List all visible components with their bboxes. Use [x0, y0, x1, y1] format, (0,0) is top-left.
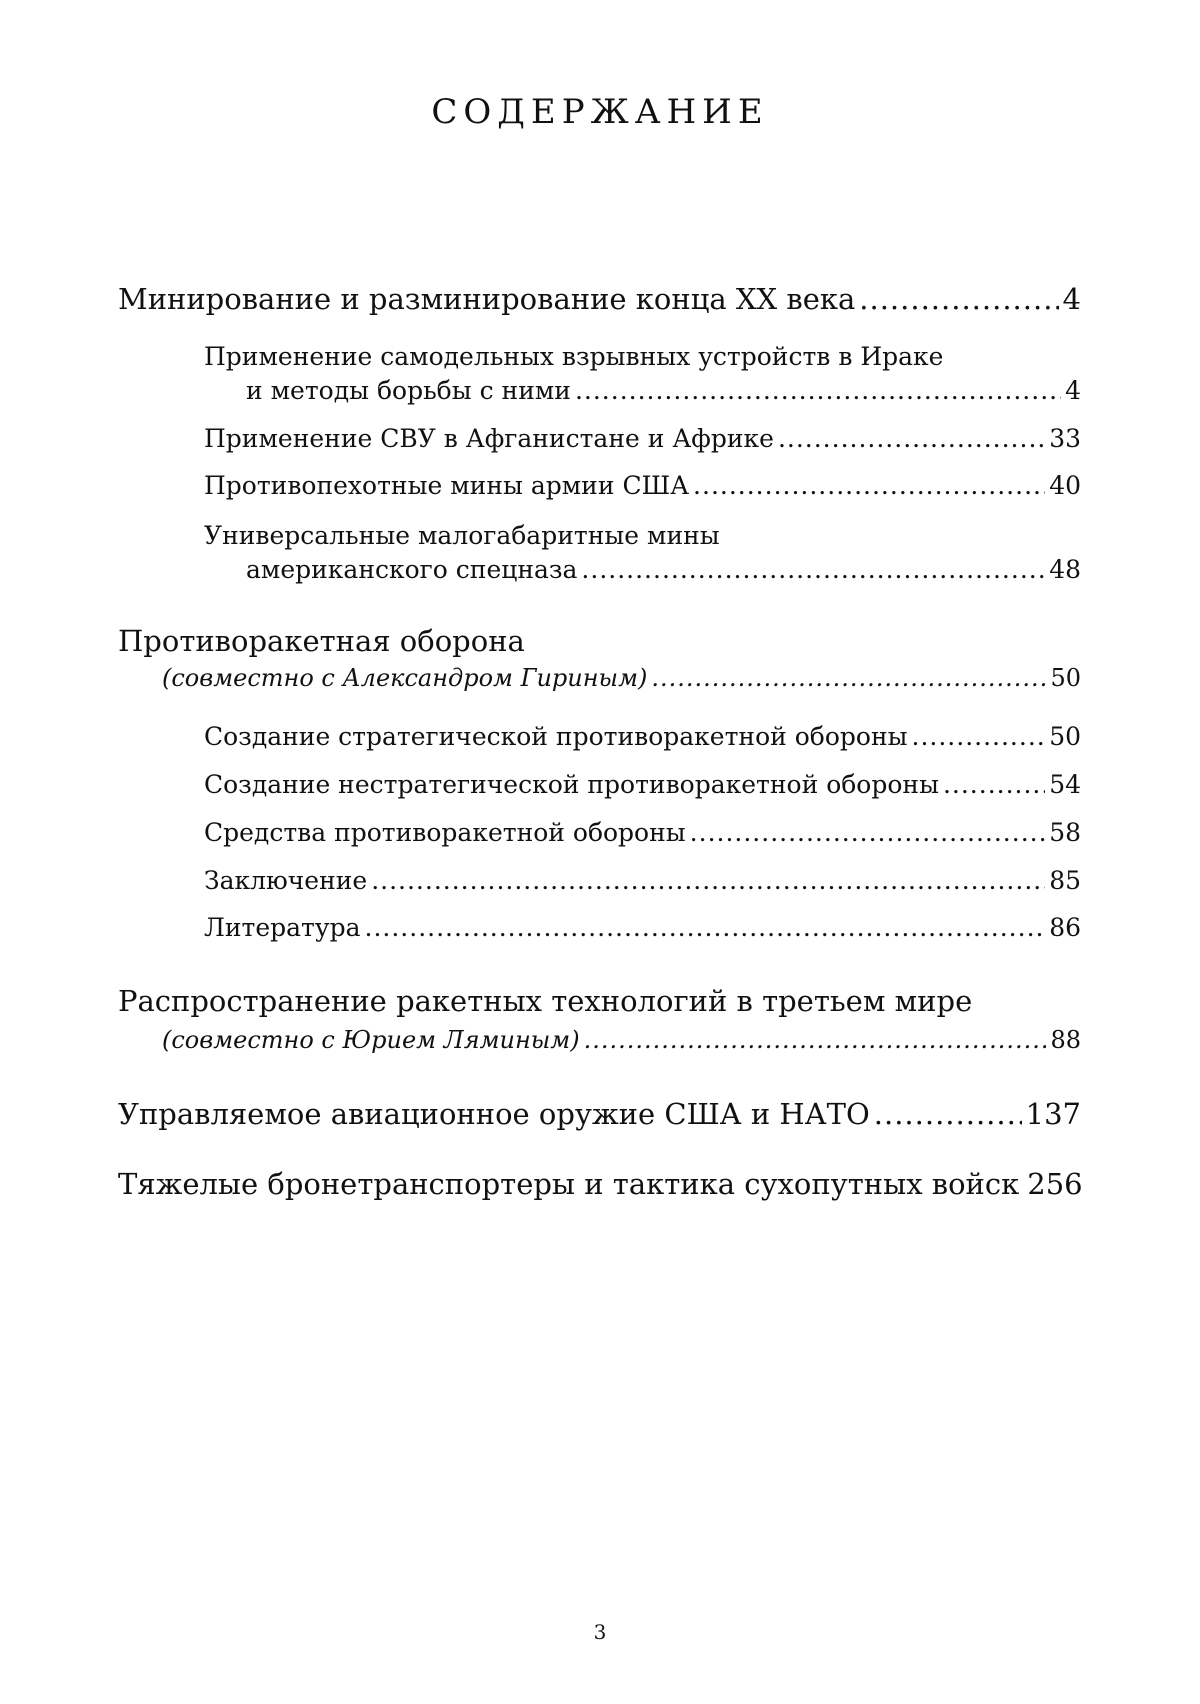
toc-entry-missile-tech[interactable] [162, 1026, 1081, 1054]
dot-leader [584, 1026, 1047, 1054]
toc-entry-special-forces-mines-line1[interactable]: Универсальные малогабаритные мины [204, 521, 720, 550]
toc-entry-page: 137 [1025, 1097, 1081, 1131]
toc-entry-page: 58 [1049, 818, 1081, 847]
toc-entry-page: 88 [1050, 1026, 1081, 1054]
toc-entry-ied-iraq-line1[interactable]: Применение самодельных взрывных устройств в Ираке [204, 342, 944, 371]
dot-leader [943, 770, 1045, 799]
table-of-contents [118, 0, 1081, 1704]
dot-leader [874, 1097, 1022, 1131]
toc-entry-label: Создание нестратегической противоракетной обороны [204, 770, 939, 799]
toc-entry-label: Литература [204, 913, 361, 942]
toc-entry-page: 86 [1049, 913, 1081, 942]
toc-entry-page: 40 [1049, 471, 1081, 500]
dot-leader [690, 818, 1046, 847]
toc-entry-page: 54 [1049, 770, 1081, 799]
toc-entry-antipersonnel-mines[interactable] [204, 471, 1081, 500]
page-title: СОДЕРЖАНИЕ [431, 92, 769, 132]
dot-leader [651, 664, 1046, 692]
toc-entry-missile-defense[interactable] [162, 664, 1081, 692]
toc-entry-missile-defense-line1[interactable]: Противоракетная оборона [118, 624, 525, 658]
toc-entry-ied-iraq[interactable] [246, 376, 1081, 405]
dot-leader [581, 555, 1045, 584]
toc-entry-label: Применение СВУ в Афганистане и Африке [204, 424, 774, 453]
toc-entry-label: Минирование и разминирование конца XX века [118, 282, 856, 316]
toc-entry-page: 50 [1049, 722, 1081, 751]
toc-entry-heavy-apc[interactable] [118, 1167, 1081, 1201]
toc-entry-label: Управляемое авиационное оружие США и НАТО [118, 1097, 870, 1131]
toc-entry-guided-weapons[interactable] [118, 1097, 1081, 1131]
toc-entry-label: Создание стратегической противоракетной обороны [204, 722, 908, 751]
toc-entry-defense-means[interactable] [204, 818, 1081, 847]
dot-leader [365, 913, 1046, 942]
toc-entry-page: 256 [1027, 1167, 1083, 1201]
toc-entry-ied-afghanistan[interactable] [204, 424, 1081, 453]
toc-entry-label: Противопехотные мины армии США [204, 471, 690, 500]
toc-entry-page: 85 [1049, 866, 1081, 895]
toc-entry-mining[interactable] [118, 282, 1081, 316]
toc-entry-missile-tech-line1[interactable]: Распространение ракетных технологий в третьем мире [118, 984, 973, 1018]
toc-entry-page: 50 [1050, 664, 1081, 692]
toc-entry-literature[interactable] [204, 913, 1081, 942]
dot-leader [912, 722, 1046, 751]
toc-entry-conclusion[interactable] [204, 866, 1081, 895]
dot-leader [778, 424, 1045, 453]
toc-entry-label: американского спецназа [246, 555, 578, 584]
toc-entry-label: Средства противоракетной обороны [204, 818, 686, 847]
dot-leader [371, 866, 1045, 895]
toc-entry-page: 4 [1062, 282, 1081, 316]
toc-entry-strategic-defense[interactable] [204, 722, 1081, 751]
toc-entry-label: Тяжелые бронетранспортеры и тактика сухопутных войск [118, 1167, 1020, 1201]
toc-entry-page: 4 [1065, 376, 1081, 405]
toc-entry-page: 33 [1049, 424, 1081, 453]
toc-entry-label: и методы борьбы с ними [246, 376, 571, 405]
toc-entry-special-forces-mines[interactable] [246, 555, 1081, 584]
toc-entry-page: 48 [1049, 555, 1081, 584]
dot-leader [859, 282, 1058, 316]
dot-leader [693, 471, 1045, 500]
toc-entry-label: (совместно с Юрием Ляминым) [162, 1026, 580, 1054]
dot-leader [575, 376, 1061, 405]
toc-entry-label: (совместно с Александром Гириным) [162, 664, 648, 692]
page-number: 3 [593, 1620, 607, 1644]
toc-entry-label: Заключение [204, 866, 368, 895]
toc-entry-nonstrategic-defense[interactable] [204, 770, 1081, 799]
